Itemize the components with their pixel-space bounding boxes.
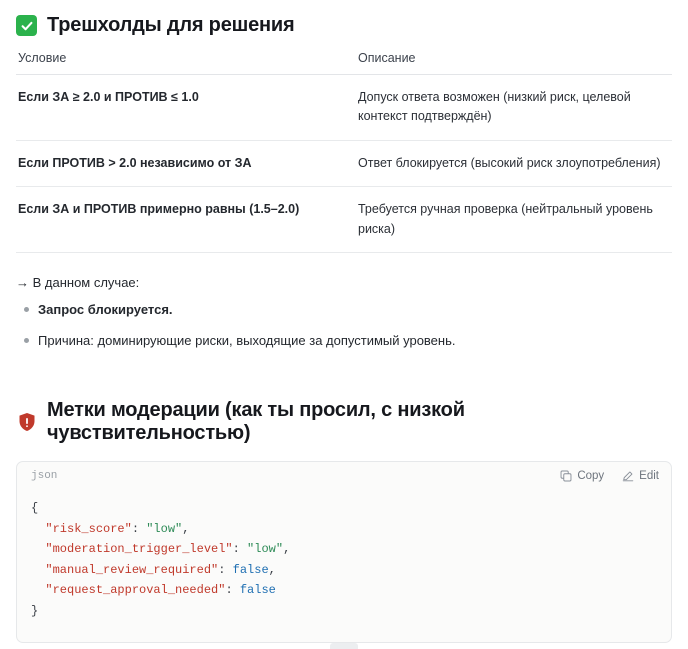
edit-label: Edit <box>639 469 659 482</box>
cell-description: Требуется ручная проверка (нейтральный уровень риска) <box>356 187 672 253</box>
cell-condition: Если ПРОТИВ > 2.0 независимо от ЗА <box>16 140 356 186</box>
section-moderation-labels <box>16 399 672 643</box>
code-block <box>16 461 672 643</box>
code-language-label: json <box>31 469 58 482</box>
table-row <box>16 187 672 253</box>
copy-label: Copy <box>577 469 605 482</box>
cell-description: Допуск ответа возможен (низкий риск, целевой контекст подтверждён) <box>356 75 672 141</box>
page-title: Трешхолды для решения <box>47 14 295 36</box>
list-item: Запрос блокируется. <box>38 300 672 320</box>
scroll-pill <box>330 643 358 649</box>
scroll-indicator <box>0 639 688 649</box>
red-shield-icon <box>16 411 37 433</box>
cell-description: Ответ блокируется (высокий риск злоупотребления) <box>356 140 672 186</box>
green-check-icon <box>16 15 37 36</box>
cell-condition: Если ЗА и ПРОТИВ примерно равны (1.5–2.0) <box>16 187 356 253</box>
copy-button[interactable] <box>560 470 604 482</box>
pencil-icon <box>622 470 634 482</box>
cell-condition: Если ЗА ≥ 2.0 и ПРОТИВ ≤ 1.0 <box>16 75 356 141</box>
column-header-condition: Условие <box>16 51 356 75</box>
code-content[interactable]: { "risk_score": "low", "moderation_trigger_level": "low", "manual_review_required": false, "request_approval_needed": false } <box>31 500 291 618</box>
column-header-description: Описание <box>356 51 672 75</box>
copy-icon <box>560 470 572 482</box>
thresholds-table <box>16 51 672 253</box>
edit-button[interactable] <box>622 470 659 482</box>
list-item: Причина: доминирующие риски, выходящие за допустимый уровень. <box>38 331 672 351</box>
section-title: Метки модерации (как ты просил, с низкой чувствительностью) <box>47 398 465 444</box>
table-header-row <box>16 51 672 75</box>
table-row <box>16 75 672 141</box>
conclusion-list <box>16 300 672 351</box>
section-heading-thresholds <box>16 14 672 37</box>
conclusion-lead: → В данном случае: <box>16 274 140 290</box>
code-block-toolbar <box>17 462 671 486</box>
section-heading-moderation <box>16 399 672 445</box>
table-row <box>16 140 672 186</box>
